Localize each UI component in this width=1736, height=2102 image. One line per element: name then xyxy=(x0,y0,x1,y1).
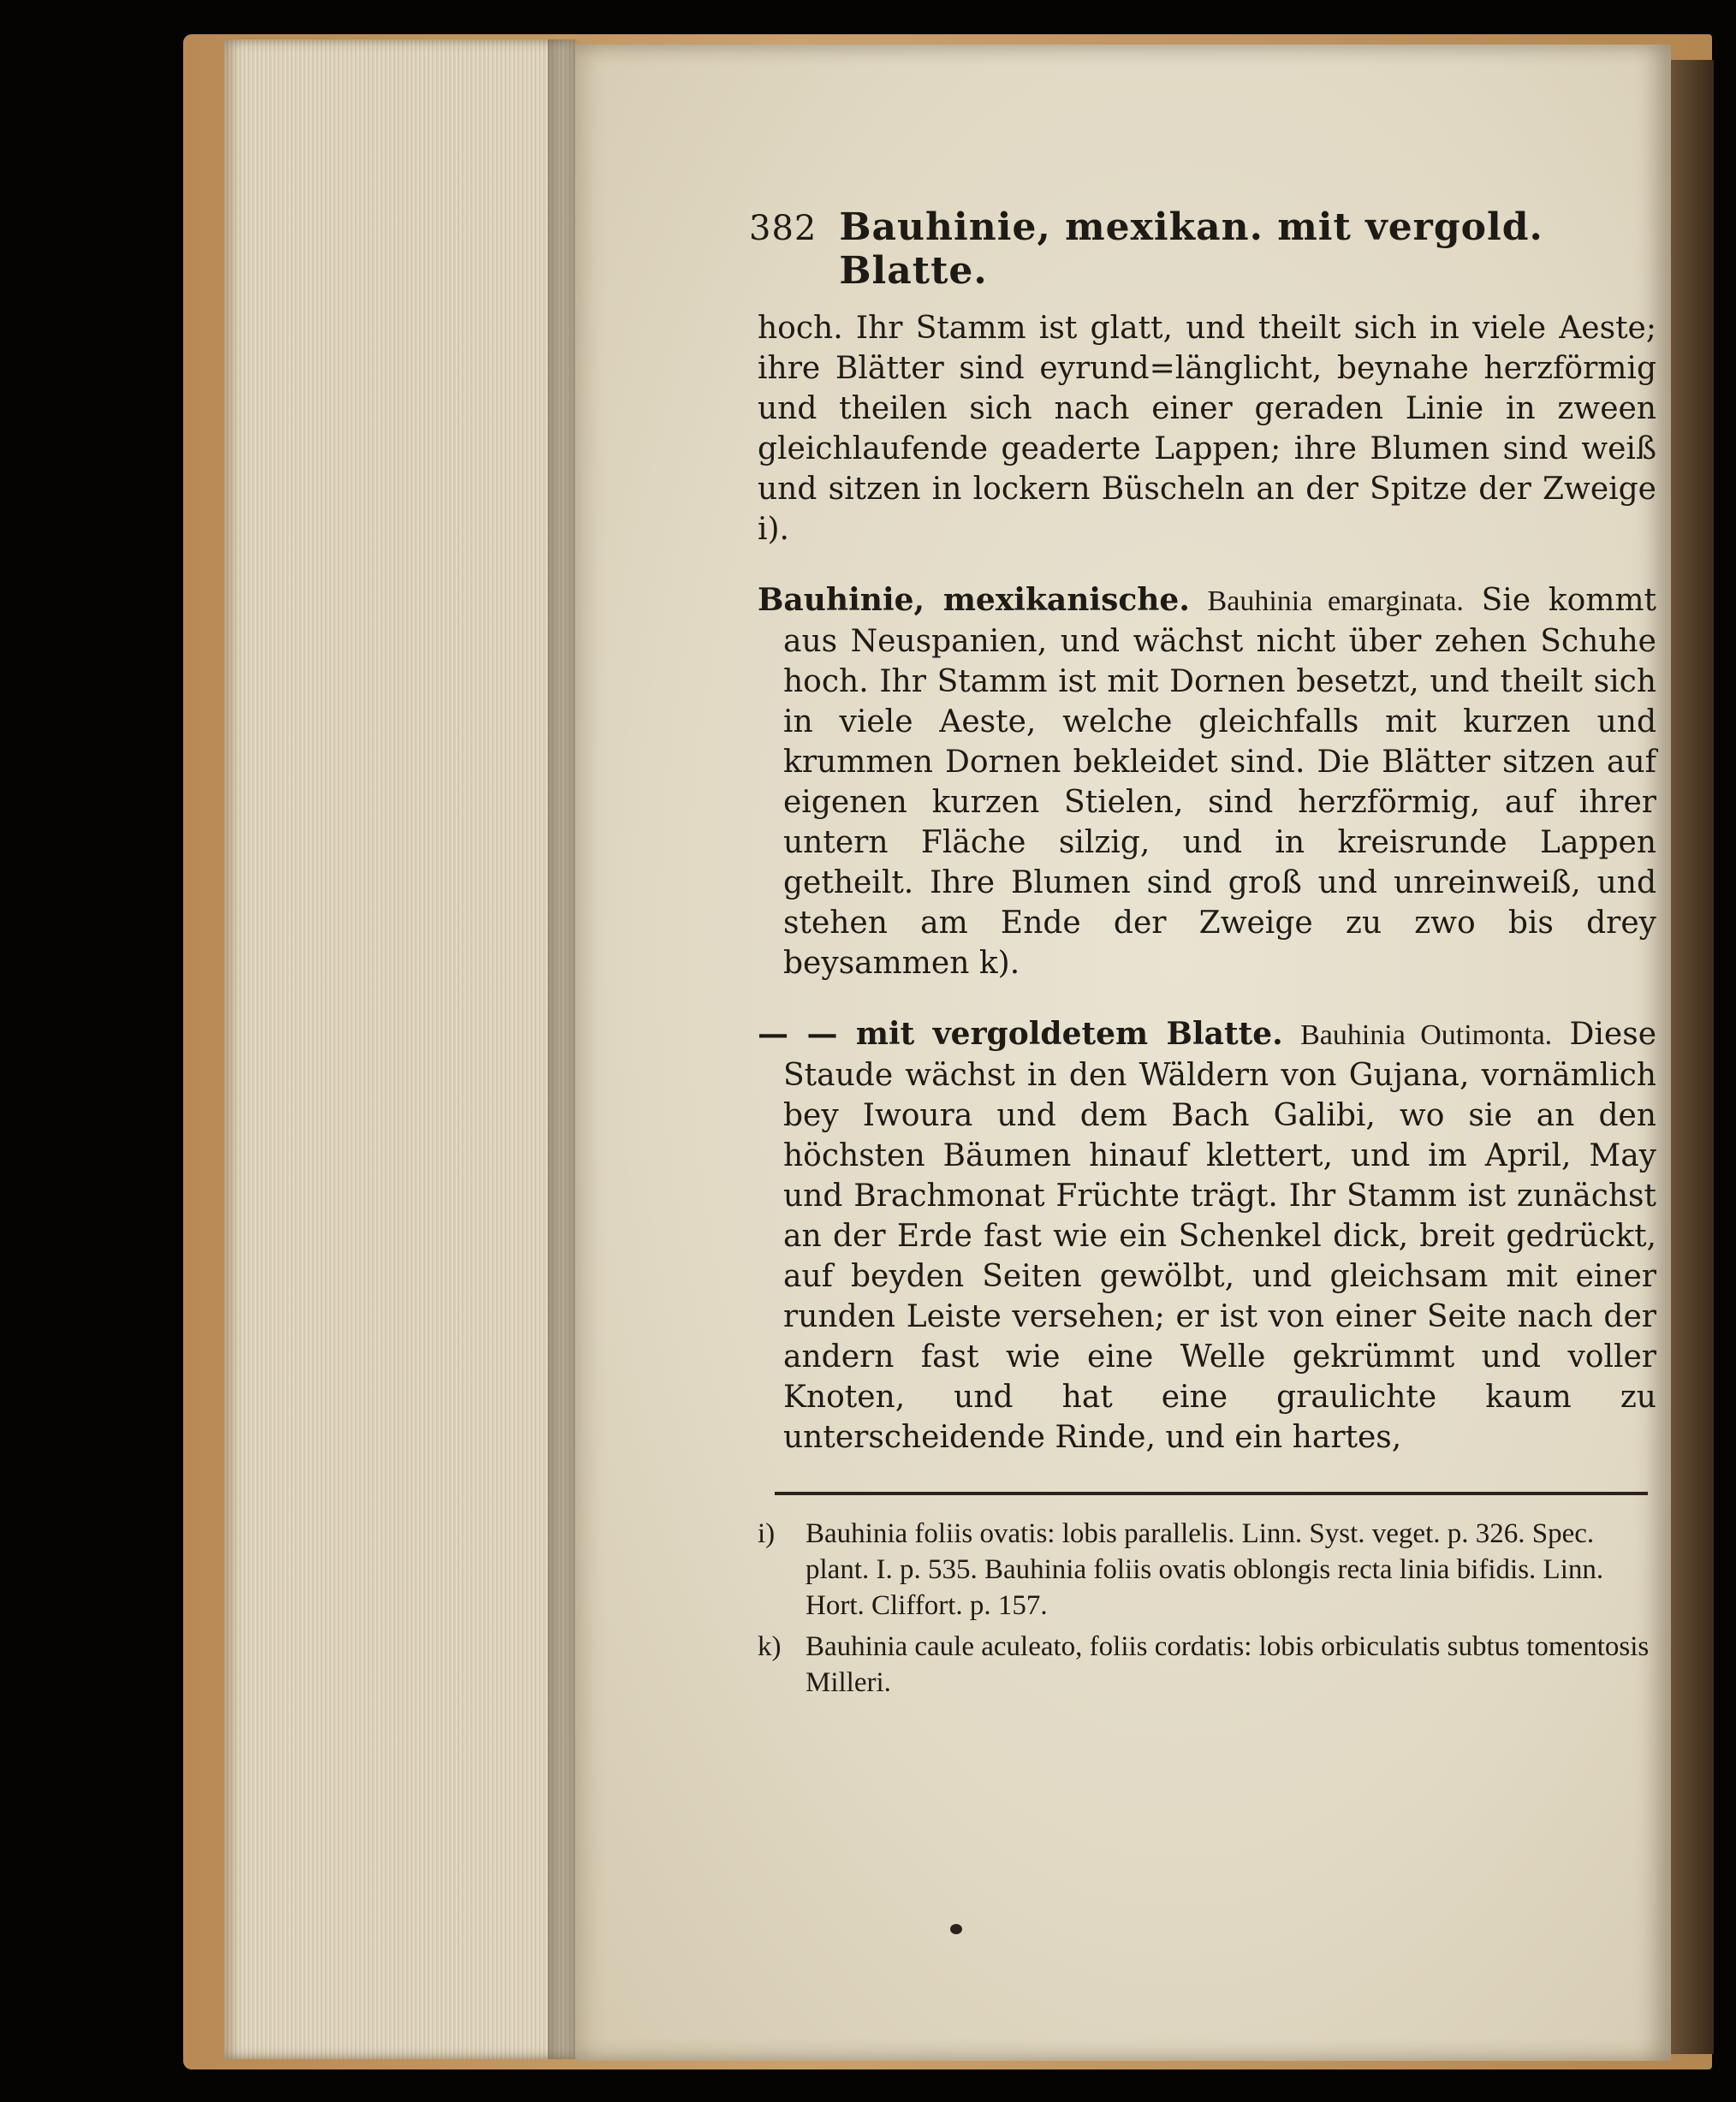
footnote-text: Bauhinia caule aculeato, foliis cordatis: lobis orbiculatis subtus tomentosis Milleri. xyxy=(806,1631,1650,1698)
footnote-mark: k) xyxy=(758,1631,782,1662)
entry-term: Bauhinie, mexikanische. xyxy=(758,582,1190,618)
paragraph-continued xyxy=(758,308,1656,549)
entry-mexikanische xyxy=(758,580,1656,983)
entry-vergoldetem-blatte xyxy=(758,1014,1656,1458)
page-edges xyxy=(224,39,575,2059)
footnotes xyxy=(758,1516,1656,1701)
ink-spot xyxy=(950,1924,962,1934)
footnote-mark: i) xyxy=(758,1518,776,1549)
page-number: 382 xyxy=(749,209,817,248)
footnote-k xyxy=(758,1629,1656,1701)
footnote-text: Bauhinia foliis ovatis: lobis parallelis. Linn. Syst. veget. p. 326. Spec. plant. I. p. 535. Bauhinia foliis ovatis oblongis recta linia bifidis. Linn. Hort. Cliffort. p. 157. xyxy=(806,1518,1604,1621)
page-text xyxy=(749,205,1657,1706)
running-head: Bauhinie, mexikan. mit vergold. Blatte. xyxy=(839,205,1543,293)
page-header xyxy=(749,205,1656,293)
entry-latin-name: Bauhinia Outimonta. xyxy=(1300,1019,1553,1051)
entry-text: Diese Staude wächst in den Wäldern von Gujana, vornämlich bey Iwoura und dem Bach Galibi, wo sie an den höchsten Bäumen hinauf klettert, und im April, May und Brachmonat Früchte trägt. Ihr Stamm ist zunächst an der Erde fast wie ein Schenkel dick, breit gedrückt, auf beyden Seiten gewölbt, und gleichsam mit einer runden Leiste versehen; er ist von einer Seite nach der andern fast wie eine Welle gekrümmt und voller Knoten, und hat eine graulichte kaum zu unterscheidende Rinde, und ein hartes, xyxy=(783,1017,1657,1455)
footnote-i xyxy=(758,1516,1656,1624)
entry-text: Sie kommt aus Neuspanien, und wächst nicht über zehen Schuhe hoch. Ihr Stamm ist mit Dornen besetzt, und theilt sich in viele Aeste, welche gleichfalls mit kurzen und krummen Dornen bekleidet sind. Die Blätter sitzen auf eigenen kurzen Stielen, sind herzförmig, auf ihrer untern Fläche silzig, und in kreisrunde Lappen getheilt. Ihre Blumen sind groß und unreinweiß, und stehen am Ende der Zweige zu zwo bis drey beysammen k). xyxy=(783,583,1656,981)
main-text xyxy=(758,308,1656,1458)
paragraph-text: hoch. Ihr Stamm ist glatt, und theilt sich in viele Aeste; ihre Blätter sind eyrund=länglicht, beynahe herzförmig und theilen sich nach einer geraden Linie in zween gleichlaufende geaderte Lappen; ihre Blumen sind weiß und sitzen in lockern Büscheln an der Spitze der Zweige i). xyxy=(758,311,1656,547)
footnote-rule xyxy=(775,1492,1648,1495)
facing-page-edge xyxy=(1671,60,1714,2054)
entry-term: — — mit vergoldetem Blatte. xyxy=(758,1016,1283,1052)
entry-latin-name: Bauhinia emarginata. xyxy=(1207,585,1464,617)
